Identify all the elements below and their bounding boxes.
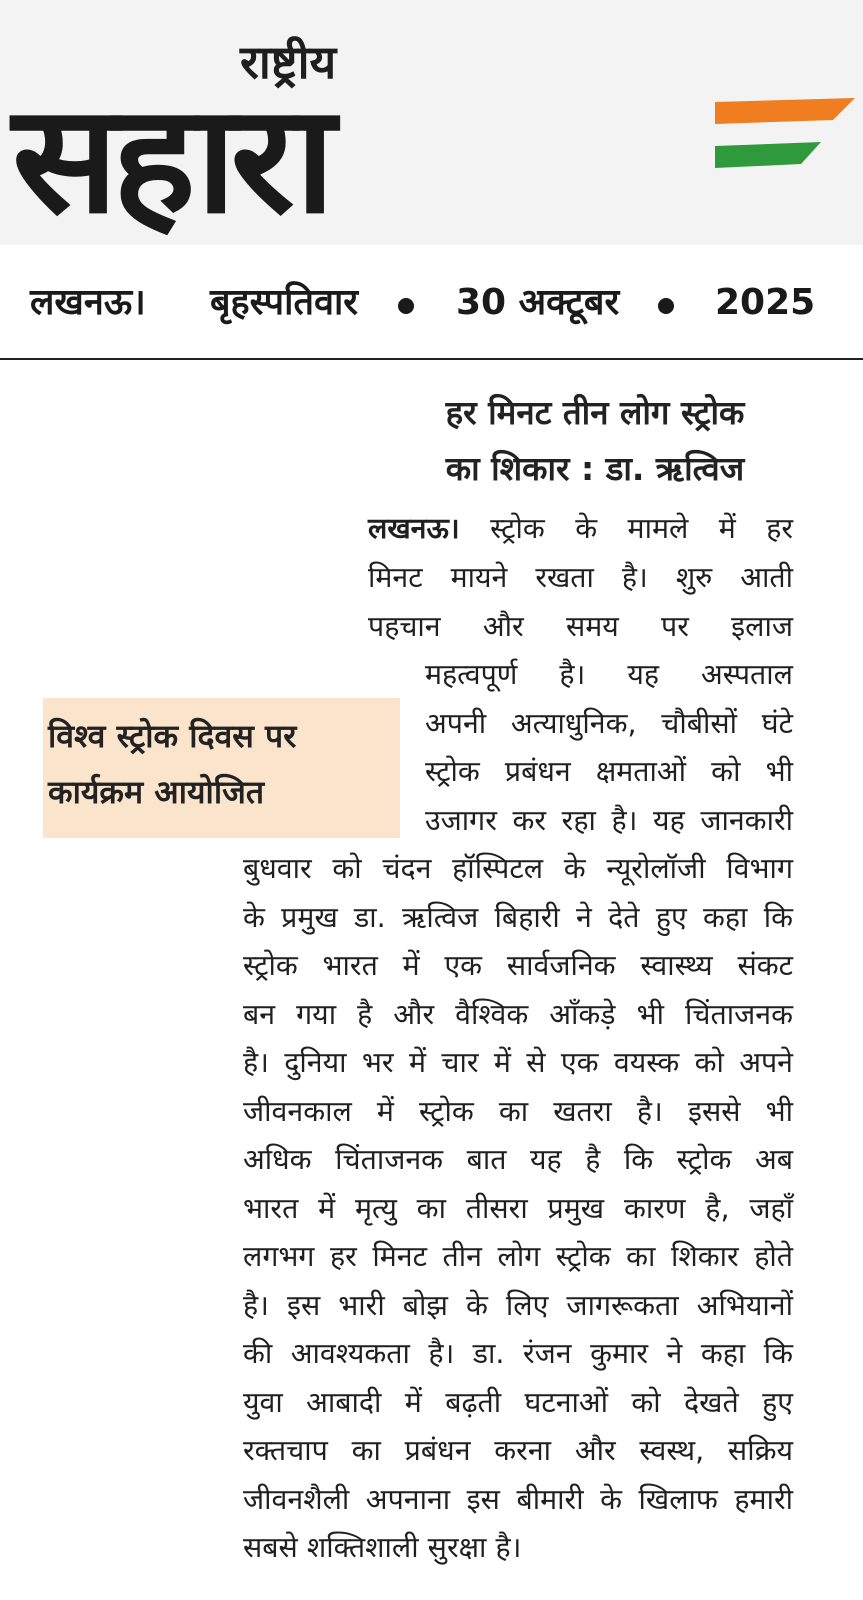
edition-day: बृहस्पतिवार: [210, 282, 359, 323]
body-line: है। दुनिया भर में चार में से एक वयस्क को अपने: [243, 1046, 793, 1079]
separator-dot: [398, 298, 414, 314]
subheading-line: कार्यक्रम आयोजित: [48, 773, 265, 811]
tricolor-flag-icon: [715, 96, 855, 176]
body-line: मिनट मायने रखता है। शुरु आती: [368, 561, 793, 594]
body-line: युवा आबादी में बढ़ती घटनाओं को देखते हुए: [243, 1386, 793, 1419]
body-line: बुधवार को चंदन हॉस्पिटल के न्यूरोलॉजी विभाग: [243, 852, 793, 885]
headline-line: का शिकार : डा. ऋत्विज: [445, 449, 745, 488]
body-line: भारत में मृत्यु का तीसरा प्रमुख कारण है, जहाँ: [243, 1192, 793, 1225]
newspaper-subtitle: राष्ट्रीय: [240, 35, 337, 89]
body-line: जीवनकाल में स्ट्रोक का खतरा है। इससे भी: [243, 1095, 793, 1128]
body-dateline-lead: लखनऊ।: [368, 512, 460, 545]
body-line: स्ट्रोक भारत में एक सार्वजनिक स्वास्थ्य संकट: [243, 949, 793, 982]
edition-year: 2025: [715, 282, 816, 323]
edition-city: लखनऊ।: [30, 282, 146, 323]
body-line: है। इस भारी बोझ के लिए जागरूकता अभियानों: [243, 1289, 793, 1322]
body-line: लगभग हर मिनट तीन लोग स्ट्रोक का शिकार होते: [243, 1240, 793, 1273]
separator-dot: [658, 298, 674, 314]
article-headline: [360, 385, 830, 497]
body-line: स्ट्रोक प्रबंधन क्षमताओं को भी: [425, 755, 793, 788]
body-line: रक्तचाप का प्रबंधन करना और स्वस्थ, सक्रिय: [243, 1434, 793, 1467]
body-line: महत्वपूर्ण है। यह अस्पताल: [425, 658, 793, 691]
flag-green-bar: [715, 142, 821, 168]
body-line: उजागर कर रहा है। यह जानकारी: [425, 804, 793, 837]
masthead: [0, 0, 863, 245]
body-line: सबसे शक्तिशाली सुरक्षा है।: [243, 1531, 522, 1564]
flag-saffron-bar: [715, 98, 855, 124]
subheading-line: विश्व स्ट्रोक दिवस पर: [48, 717, 297, 755]
edition-dateline: [0, 248, 863, 360]
subheading: [48, 708, 393, 820]
body-line-text: स्ट्रोक के मामले में हर: [459, 512, 793, 545]
body-line: पहचान और समय पर इलाज: [368, 610, 793, 643]
body-line: जीवनशैली अपनाना इस बीमारी के खिलाफ हमारी: [243, 1483, 793, 1516]
body-line: [368, 505, 793, 554]
body-line: अपनी अत्याधुनिक, चौबीसों घंटे: [425, 707, 793, 740]
body-line: की आवश्यकता है। डा. रंजन कुमार ने कहा कि: [243, 1337, 793, 1370]
edition-date: 30 अक्टूबर: [456, 282, 620, 323]
body-line: बन गया है और वैश्विक आँकड़े भी चिंताजनक: [243, 998, 793, 1031]
body-line: अधिक चिंताजनक बात यह है कि स्ट्रोक अब: [243, 1143, 793, 1176]
body-line: के प्रमुख डा. ऋत्विज बिहारी ने देते हुए कहा कि: [243, 901, 793, 934]
newspaper-logo: सहारा: [12, 73, 330, 247]
headline-line: हर मिनट तीन लोग स्ट्रोक: [445, 393, 745, 432]
